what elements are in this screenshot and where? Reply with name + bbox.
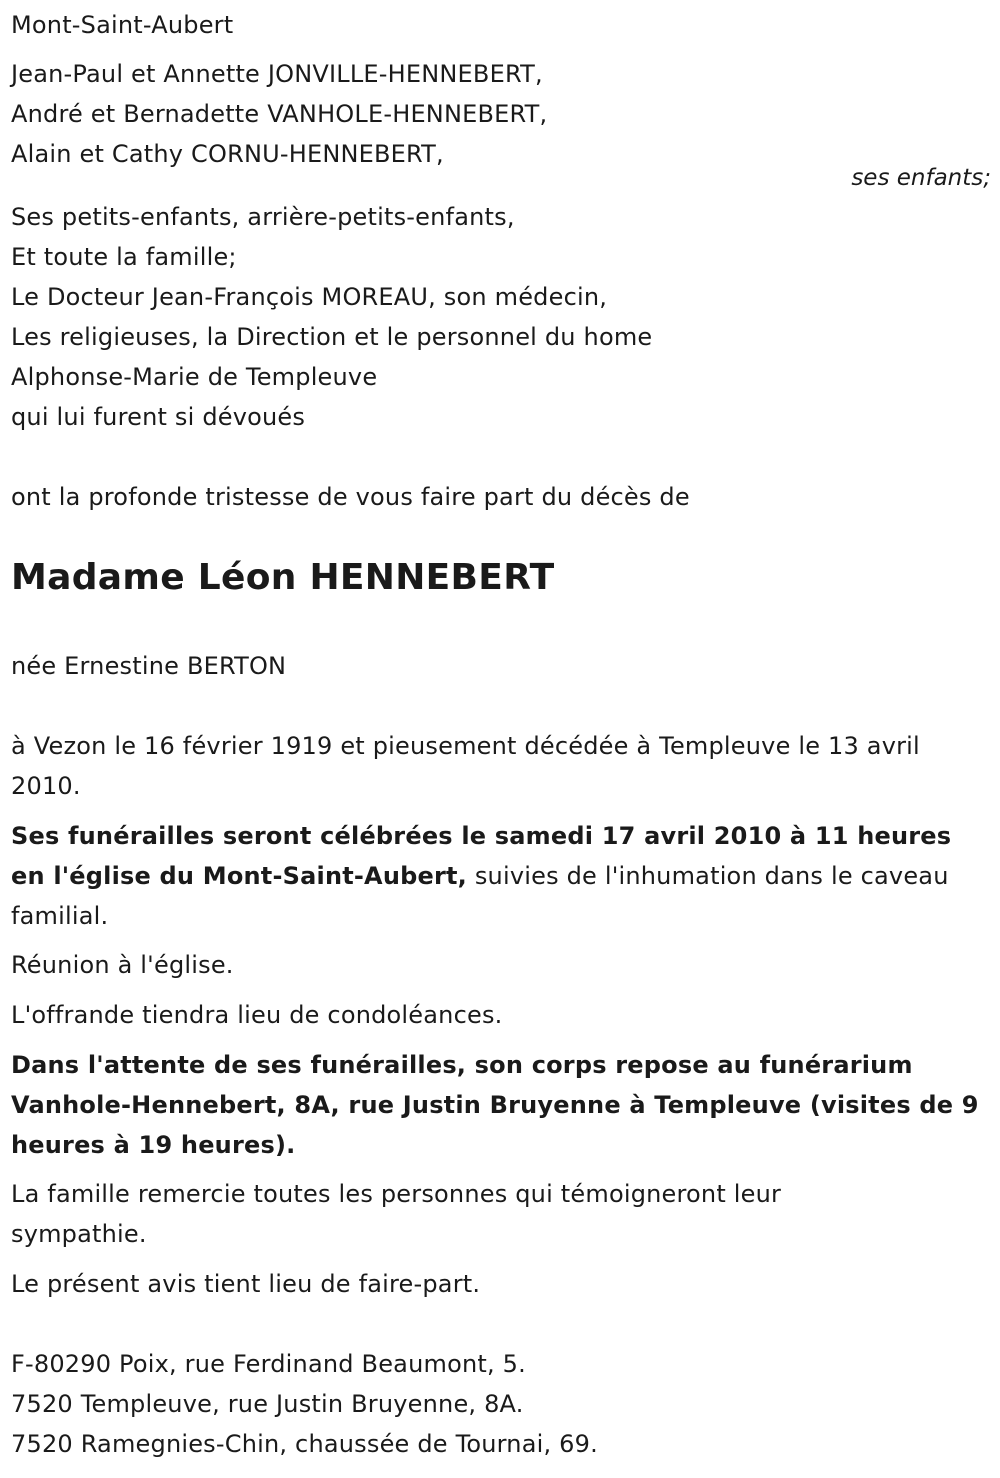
family-line: Les religieuses, la Direction et le personnel du home bbox=[11, 323, 653, 351]
children-label: ses enfants; bbox=[851, 165, 991, 191]
offering: L'offrande tiendra lieu de condoléances. bbox=[11, 1001, 503, 1029]
funeral-rest: suivies de l'inhumation dans le caveau familial. bbox=[11, 862, 949, 930]
child-line: André et Bernadette VANHOLE-HENNEBERT, bbox=[11, 100, 548, 128]
funeral-paragraph bbox=[11, 816, 991, 936]
family-line: Ses petits-enfants, arrière-petits-enfants, bbox=[11, 203, 515, 231]
family-line: Le Docteur Jean-François MOREAU, son médecin, bbox=[11, 283, 608, 311]
repose-paragraph: Dans l'attente de ses funérailles, son corps repose au funérarium Vanhole-Hennebert, 8A, rue Justin Bruyenne à Templeuve (visites de 9 heures à 19 heures). bbox=[11, 1051, 979, 1159]
family-line: qui lui furent si dévoués bbox=[11, 403, 306, 431]
deceased-name: Madame Léon HENNEBERT bbox=[11, 557, 555, 598]
address-line: F-80290 Poix, rue Ferdinand Beaumont, 5. bbox=[11, 1350, 526, 1378]
children-list bbox=[11, 54, 991, 174]
family-line: Alphonse-Marie de Templeuve bbox=[11, 363, 378, 391]
address-line: 7520 Ramegnies-Chin, chaussée de Tournai, 69. bbox=[11, 1430, 598, 1458]
funeral-bold: Ses funérailles seront célébrées le samedi 17 avril 2010 à 11 heures en l'église du Mont-Saint-Aubert, bbox=[11, 822, 952, 890]
location: Mont-Saint-Aubert bbox=[11, 11, 234, 39]
child-line: Alain et Cathy CORNU-HENNEBERT, bbox=[11, 140, 444, 168]
birth-death: à Vezon le 16 février 1919 et pieusement décédée à Templeuve le 13 avril 2010. bbox=[11, 732, 920, 800]
maiden-name: née Ernestine BERTON bbox=[11, 652, 287, 680]
announcement: ont la profonde tristesse de vous faire part du décès de bbox=[11, 483, 690, 511]
family-line: Et toute la famille; bbox=[11, 243, 237, 271]
address-list bbox=[11, 1344, 991, 1464]
notice: Le présent avis tient lieu de faire-part. bbox=[11, 1270, 481, 1298]
thanks: La famille remercie toutes les personnes qui témoigneront leur sympathie. bbox=[11, 1180, 782, 1248]
address-line: 7520 Templeuve, rue Justin Bruyenne, 8A. bbox=[11, 1390, 524, 1418]
child-line: Jean-Paul et Annette JONVILLE-HENNEBERT, bbox=[11, 60, 543, 88]
meeting: Réunion à l'église. bbox=[11, 951, 234, 979]
family-list bbox=[11, 197, 991, 437]
